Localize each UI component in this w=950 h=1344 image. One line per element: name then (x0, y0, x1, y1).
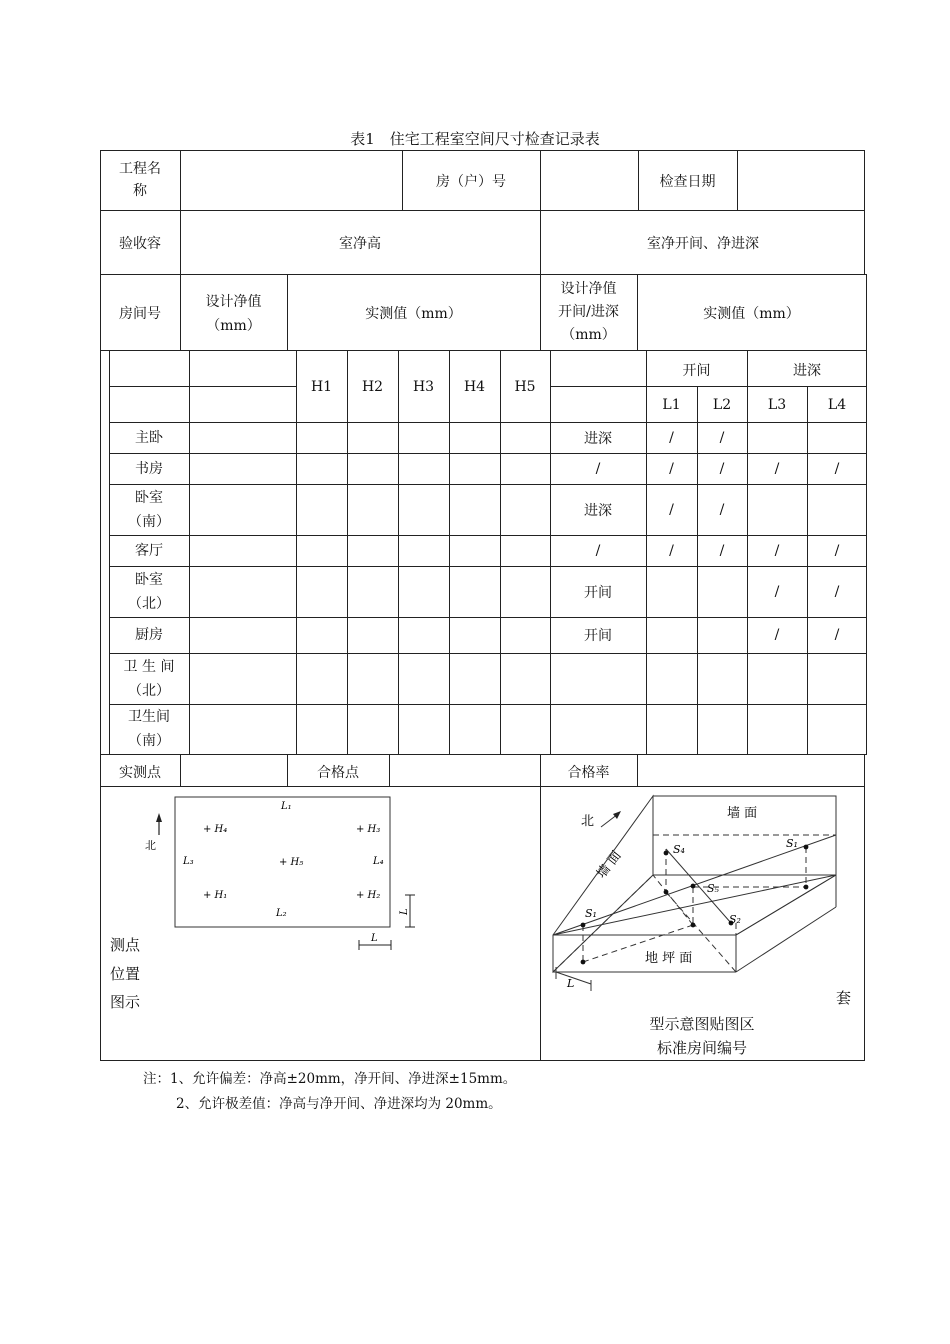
measured-bay-cell: / (774, 583, 780, 600)
measured-bay-cell: / (774, 460, 780, 477)
l3-header: L3 (767, 397, 787, 413)
l2-header: L2 (712, 397, 732, 413)
inspection-date-label: 检查日期 (659, 174, 716, 190)
measured-bay-cell (697, 653, 747, 704)
note-2: 2、允许极差值：净高与净开间、净进深均为 20mm。 (176, 1096, 502, 1112)
h3-header: H3 (412, 379, 435, 395)
paste-area-caption: 型示意图贴图区 标准房间编号 (649, 1015, 755, 1057)
design-bay-value: 进深 (584, 430, 612, 447)
wall-top-label: 墙 面 (727, 806, 758, 821)
l3-label: L₃ (183, 856, 194, 867)
net-bay-depth-label: 室净开间、净进深 (647, 236, 759, 252)
l4-header: L4 (827, 397, 847, 413)
measured-bay-cell: / (719, 460, 725, 477)
qualified-points-label: 合格点 (317, 765, 359, 781)
measured-bay-cell (807, 422, 867, 453)
measured-bay-cell (807, 484, 867, 535)
page-title: 表1 住宅工程室空间尺寸检查记录表 (350, 130, 600, 148)
measured-bay-cell (747, 484, 807, 535)
measured-bay-cell (646, 704, 697, 754)
room-name: 卫生间 （南） (128, 709, 170, 749)
measured-bay-cell: / (669, 429, 674, 446)
design-bay-value (550, 653, 646, 704)
measured-bay-cell (697, 617, 747, 653)
bay-header: 开间 (682, 363, 711, 379)
north-label-right: 北 (581, 814, 595, 829)
measured-bay-cell: / (719, 542, 725, 559)
measured-bay-cell: / (774, 627, 780, 643)
depth-header: 进深 (793, 363, 821, 379)
point-s4: S₄ (673, 843, 685, 856)
measured-bay-cell (747, 704, 807, 754)
measured-bay-cell: / (719, 501, 725, 518)
dim-l-3d: L (567, 977, 575, 990)
point-s1-left: S₁ (585, 907, 597, 920)
pass-rate-label: 合格率 (567, 765, 610, 781)
design-bay-value: 开间 (584, 628, 612, 644)
diagram-caption-tail: 套 (836, 989, 852, 1007)
measured-bay-cell: / (834, 627, 840, 643)
dim-l-horizontal: L (371, 933, 378, 944)
room-name: 卧室 （南） (128, 489, 170, 530)
l1-label: L₁ (281, 801, 292, 812)
measured-bay-cell (697, 704, 747, 754)
design-height-label: 设计净值 （mm） (205, 294, 262, 334)
design-bay-value: / (595, 542, 601, 559)
h5-header: H5 (514, 379, 536, 395)
room-no-label: 房（户）号 (436, 174, 506, 190)
design-bay-value: / (595, 460, 601, 477)
room-name: 主卧 (135, 429, 163, 446)
l4-label: L₄ (373, 856, 384, 867)
h2-header: H2 (361, 379, 384, 395)
h4-label: + H₄ (203, 824, 228, 835)
measurement-position-diagram (101, 787, 540, 1060)
measured-bay-cell (646, 566, 697, 617)
measured-bay-cell: / (834, 583, 840, 600)
measured-bay-cell: / (834, 460, 840, 477)
design-bay-value: 进深 (584, 502, 612, 519)
measured-bay-cell (807, 704, 867, 754)
measured-bay-cell: / (774, 542, 780, 559)
h2-label: + H₂ (356, 890, 381, 901)
room-name: 卧室 （北） (128, 571, 170, 612)
measured-bay-cell (697, 566, 747, 617)
north-label-left: 北 (145, 839, 156, 852)
h3-label: + H₃ (356, 824, 381, 835)
h1-label: + H₁ (203, 890, 228, 901)
design-bay-value (550, 704, 646, 754)
measured-bay-cell: / (834, 542, 840, 559)
room-name: 卫 生 间 （北） (123, 658, 175, 699)
note-1: 注：1、允许偏差：净高±20mm，净开间、净进深±15mm。 (143, 1071, 517, 1087)
acceptance-label: 验收容 (119, 236, 161, 252)
design-bay-label: 设计净值 开间/进深 （mm） (558, 281, 619, 343)
h5-label: + H₅ (279, 857, 304, 868)
design-bay-value: 开间 (584, 584, 612, 601)
project-name-label: 工程名 称 (119, 161, 161, 199)
floor-label: 地 坪 面 (645, 951, 693, 966)
room-name: 客厅 (135, 542, 163, 559)
measured-bay-cell (747, 422, 807, 453)
measured-points-label: 实测点 (119, 765, 161, 781)
dim-l-vertical: L (399, 908, 410, 915)
measured-bay-cell: / (669, 501, 674, 518)
room-col-label: 房间号 (119, 306, 161, 322)
measured-bay-cell (807, 653, 867, 704)
point-s2: S₂ (729, 913, 741, 926)
measured-bay-cell (646, 617, 697, 653)
measured-bay-cell (747, 653, 807, 704)
h4-header: H4 (463, 379, 486, 395)
point-s5: S₅ (707, 882, 719, 895)
room-name: 厨房 (135, 627, 163, 643)
measured-height-label: 实测值（mm） (365, 306, 462, 322)
diagram-caption: 测点 位置 图示 (110, 936, 141, 1011)
h1-header: H1 (310, 379, 333, 395)
point-s1-right: S₁ (786, 837, 798, 850)
measured-bay-cell: / (669, 542, 674, 559)
measured-bay-cell: / (719, 429, 725, 446)
measured-bay-label: 实测值（mm） (703, 306, 800, 322)
l2-label: L₂ (276, 908, 287, 919)
wall-side-label: 墙 面 (594, 848, 625, 882)
room-name: 书房 (135, 460, 163, 477)
measured-bay-cell (646, 653, 697, 704)
measured-bay-cell: / (669, 460, 674, 477)
l1-header: L1 (662, 397, 681, 413)
net-height-label: 室净高 (339, 236, 381, 252)
